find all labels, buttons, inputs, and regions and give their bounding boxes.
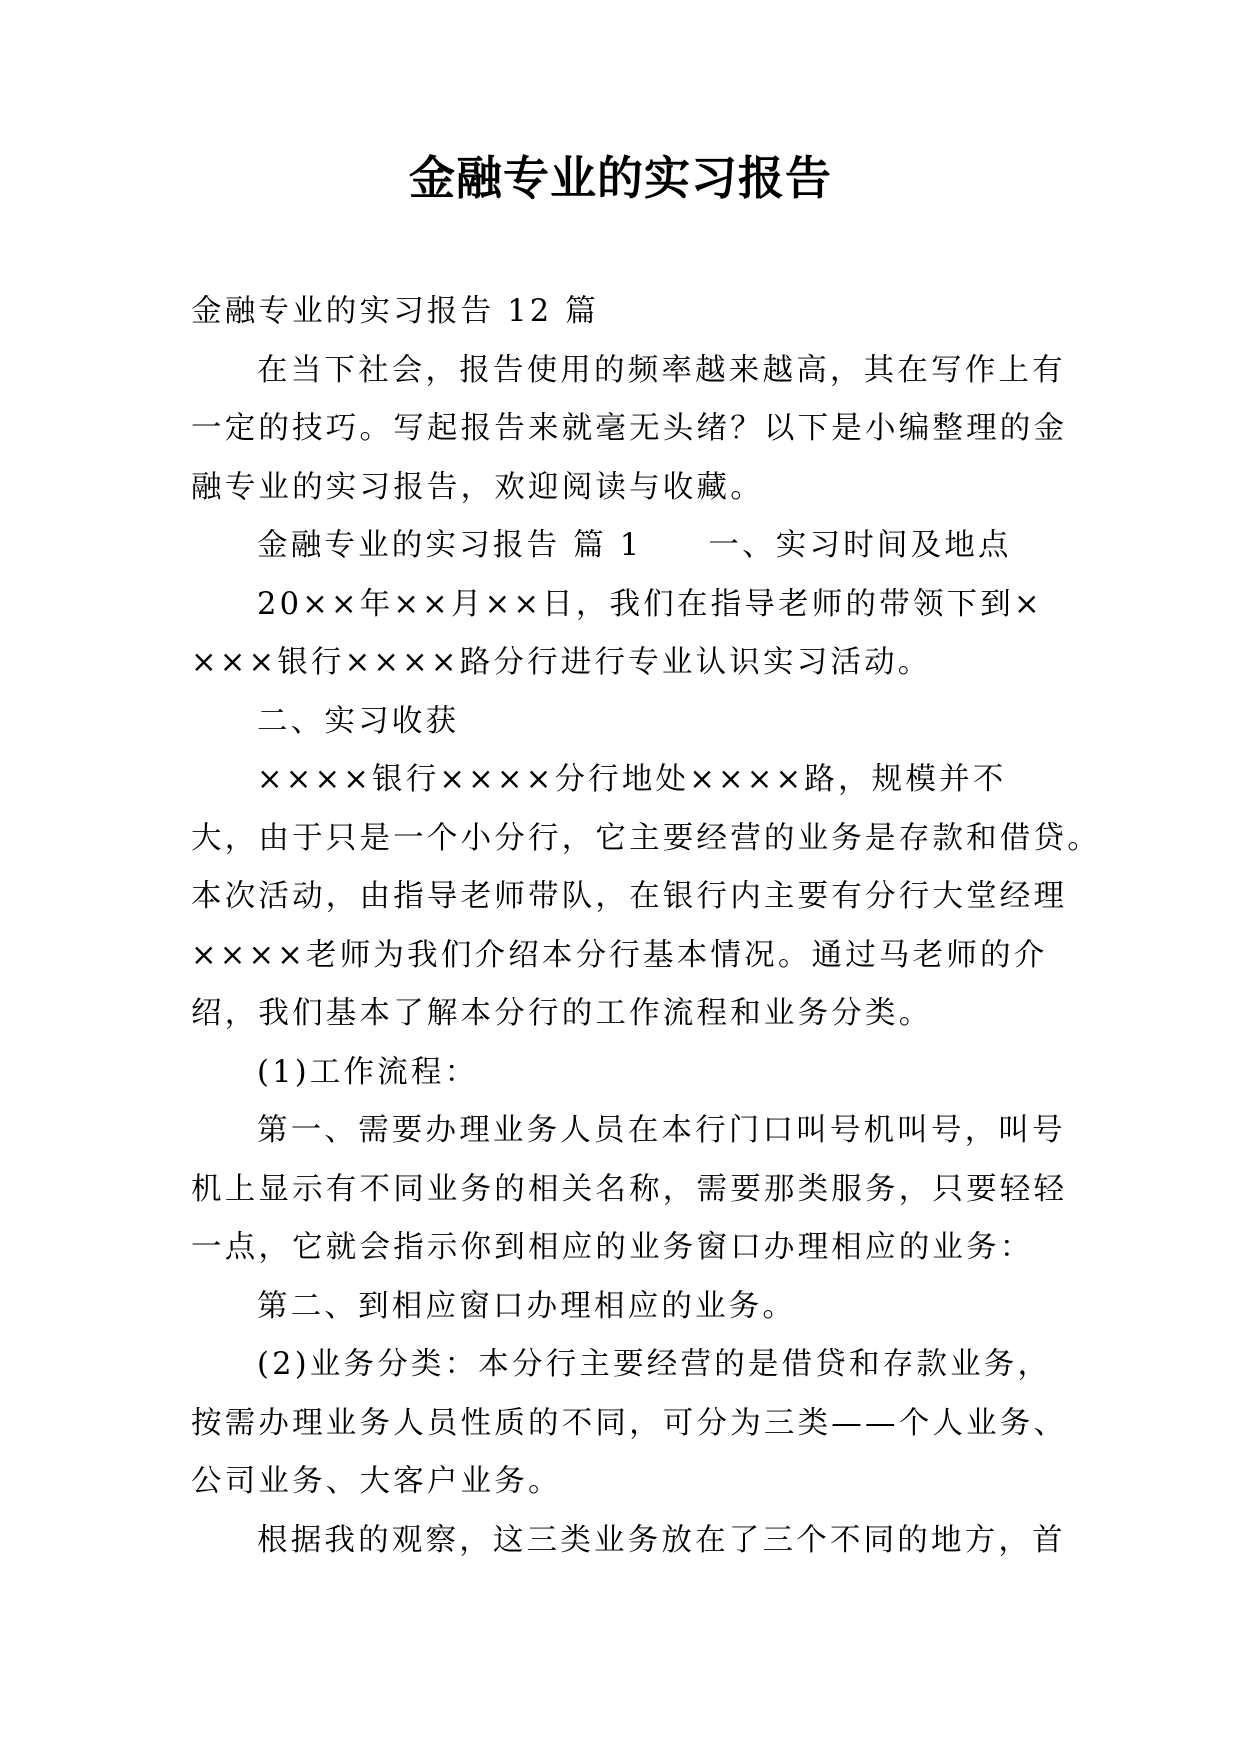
paragraph-line: 一点，它就会指示你到相应的业务窗口办理相应的业务： [191, 1230, 1034, 1265]
paragraph-line: 大，由于只是一个小分行，它主要经营的业务是存款和借贷。 [191, 820, 1101, 856]
paragraph-line: ××××老师为我们介绍本分行基本情况。通过马老师的介 [191, 937, 1048, 973]
paragraph-line: 机上显示有不同业务的相关名称，需要那类服务，只要轻轻 [191, 1171, 1068, 1207]
paragraph-line: 按需办理业务人员性质的不同，可分为三类——个人业务、 [191, 1405, 1068, 1441]
paragraph-line: 本次活动，由指导老师带队，在银行内主要有分行大堂经理 [191, 879, 1068, 914]
section-subheading: 一、实习时间及地点 [708, 528, 1012, 563]
paragraph-line: 20××年××月××日，我们在指导老师的带领下到× [257, 586, 1043, 622]
paragraph-line: 一定的技巧。写起报告来就毫无头绪？以下是小编整理的金 [191, 411, 1068, 446]
paragraph-line: 融专业的实习报告，欢迎阅读与收藏。 [191, 469, 764, 505]
paragraph-line: ×××银行××××路分行进行专业认识实习活动。 [191, 645, 932, 680]
paragraph-line: 根据我的观察，这三类业务放在了三个不同的地方，首 [257, 1522, 1066, 1558]
paragraph-line: ××××银行××××分行地处××××路，规模并不 [257, 762, 1007, 797]
paragraph-line: 绍，我们基本了解本分行的工作流程和业务分类。 [191, 996, 933, 1031]
subtitle-line: 金融专业的实习报告 12 篇 [191, 294, 599, 329]
paragraph-line: 第一、需要办理业务人员在本行门口叫号机叫号，叫号 [257, 1113, 1066, 1148]
paragraph-line: (2)业务分类：本分行主要经营的是借贷和存款业务， [257, 1347, 1052, 1382]
paragraph-line: (1)工作流程： [257, 1054, 479, 1090]
section-heading-line: 二、实习收获 [257, 703, 460, 739]
paragraph-line: 公司业务、大客户业务。 [191, 1464, 562, 1499]
document-title: 金融专业的实习报告 [409, 151, 832, 205]
paragraph-line: 在当下社会，报告使用的频率越来越高，其在写作上有 [257, 352, 1066, 388]
paragraph-line: 第二、到相应窗口办理相应的业务。 [257, 1288, 797, 1324]
section-heading-line: 金融专业的实习报告 篇 1 一、实习时间及地点 [257, 528, 1012, 563]
document-body [191, 283, 1101, 1570]
